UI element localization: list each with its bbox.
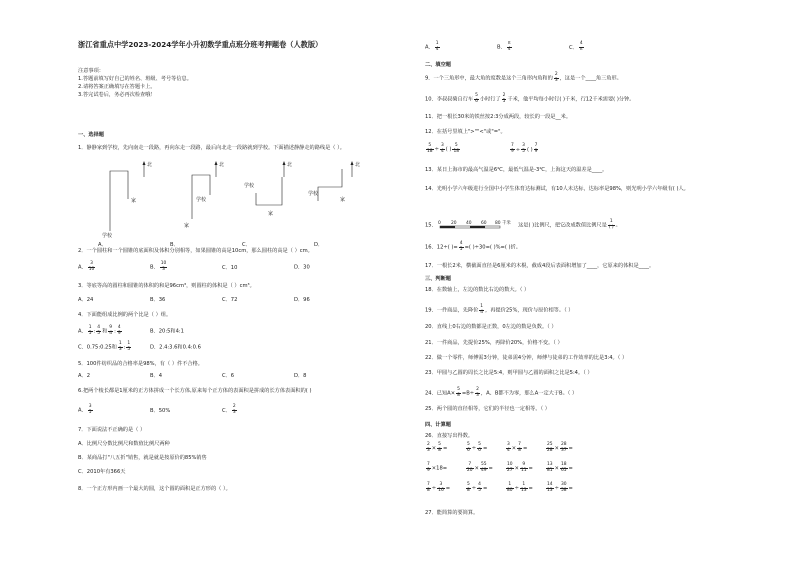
question-10: 10．李叔叔骑自行车 $\frac{5}{6}$ 小时行了 $\frac{2}{5}$ 千米，他平均每小时行( )千米，行12千米需要( )分钟。 [425, 93, 635, 104]
calc-operator: × [474, 465, 479, 472]
question-1: 1．静静家到学校，先向南走一段路，再向东走一段路，最后向北走一段路就到学校。下面描述静静走的路线是（ ）。 [78, 145, 345, 151]
question-6: 6.把两个棱长都是1厘米的正方体拼成一个长方体,原来每个正方体的表面积是拼成的长方体表面积的( ) [78, 388, 312, 394]
question-4: 4．下面能组成比例的两个比是（ ）组。 [78, 312, 172, 318]
calc-item: $\frac{7}{9}$ ×18= [427, 462, 448, 473]
q2-options: A． $\frac{3}{10}$ B． $\frac{10}{3}$ C．10 D．30 [78, 261, 310, 272]
question-16: 16．12÷( )= $\frac{4}{5}$ =( )÷30=( )%=( )折。 [425, 241, 521, 252]
notes-item: 1.答题前填写好自己的姓名、班级、考号等信息。 [78, 76, 192, 82]
q6-options: A． $\frac{3}{5}$ B．50% C． $\frac{2}{3}$ [78, 404, 236, 415]
calc-fraction: $\frac{4}{5}$ [478, 482, 481, 493]
calc-fraction: $\frac{55}{49}$ [480, 462, 487, 473]
q8-options: A． $\frac{1}{4}$ B． $\frac{\pi}{4}$ C． $\frac{4}{\pi}$ [425, 41, 583, 52]
question-17: 17．一根长2米，横截面直径是6厘米的木棍，截成4段后表面积增加了____，它原来的体积是____。 [425, 263, 655, 269]
section-heading: 一、选择题 [78, 132, 104, 138]
diagram-c [244, 161, 292, 217]
school-label: 学校 [196, 197, 207, 203]
section-heading: 二、填空题 [425, 62, 451, 68]
calc-fraction: $\frac{3}{16}$ [438, 482, 444, 493]
option-d: D． [314, 242, 324, 248]
q4-options-row1: A． $\frac{1}{5}$ : $\frac{4}{5}$ 和 $\frac{9}{4}$ : $\frac{4}{9}$ B．20:5和4:1 [78, 325, 184, 336]
question-8: 8．一个正方形内画一个最大的圆，这个圆的面积是正方形的（ ）。 [78, 486, 231, 492]
calc-item: $\frac{3}{4}$ × $\frac{7}{8}$ = [507, 442, 528, 453]
diagram-b [184, 161, 224, 229]
calc-fraction: $\frac{7}{20}$ [467, 462, 473, 473]
calc-operator: ÷ [514, 485, 519, 492]
diagram-d [308, 161, 360, 203]
calc-fraction: $\frac{5}{8}$ [467, 482, 470, 493]
calc-row [425, 443, 585, 453]
question-22: 22．做一个零件，师傅需3分钟，徒弟需4分钟，师傅与徒弟的工作效率的比是3:4。（ ） [425, 355, 628, 361]
calc-fraction: $\frac{13}{81}$ [547, 462, 553, 473]
calc-operator: ÷ [554, 485, 559, 492]
calc-number: 18 [436, 465, 443, 472]
calc-fraction: $\frac{5}{6}$ [478, 442, 481, 453]
scale-tick: 0 [438, 221, 442, 227]
question-11: 11．把一根长30米的铁丝按2:3分成两段，较长的一段是__米。 [425, 114, 572, 120]
calc-fraction: $\frac{7}{8}$ [518, 442, 521, 453]
calc-item: $\frac{5}{8}$ ÷ $\frac{4}{5}$ = [467, 482, 488, 493]
q12-items: $\frac{5}{18}$ ÷ $\frac{3}{4}$ ( ) $\frac{5}{18}$ $\frac{7}{9}$ ÷ $\frac{3}{5}$ ( ) $\frac{7}{9}$ [427, 143, 538, 154]
calc-fraction: $\frac{28}{37}$ [560, 442, 567, 453]
school-label: 学校 [102, 233, 113, 239]
option-b: B． [170, 242, 179, 248]
calc-row [425, 463, 585, 473]
north-label: 北 [147, 162, 153, 168]
calc-fraction: $\frac{14}{13}$ [547, 482, 553, 493]
calc-item: $\frac{7}{20}$ × $\frac{55}{49}$ = [467, 462, 493, 473]
notes-heading: 注意事项： [78, 68, 104, 74]
q7-option-a: A．比例尺分数比例尺和数值比例尺两种 [78, 441, 170, 447]
question-18: 18．在数轴上，左边的数比右边的数大。（ ） [425, 287, 530, 293]
calc-fraction: $\frac{2}{3}$ [427, 442, 430, 453]
calc-fraction: $\frac{5}{8}$ [438, 442, 441, 453]
calc-row [425, 483, 585, 493]
north-label: 北 [219, 162, 225, 168]
school-label: 学校 [308, 191, 319, 197]
notes-item: 2.请将答案正确填写在答题卡上。 [78, 84, 156, 90]
calc-item: $\frac{14}{13}$ ÷ $\frac{30}{58}$ = [547, 482, 573, 493]
home-label: 家 [184, 223, 190, 229]
calc-fraction: $\frac{1}{13}$ [520, 482, 527, 493]
north-label: 北 [287, 162, 293, 168]
line-scale [438, 220, 516, 230]
calc-fraction: $\frac{18}{65}$ [560, 462, 567, 473]
route-diagrams [96, 157, 366, 239]
question-24: 24．已知A× $\frac{5}{8}$ =B÷ $\frac{2}{3}$ ，A、B都不为零，那么A一定大于B。（ ） [425, 387, 578, 398]
question-7: 7．下面说法不正确的是（ ） [78, 427, 146, 433]
question-25: 25．两个圆的直径相等，它们的半径也一定相等。（ ） [425, 406, 550, 412]
question-3: 3．等底等高的圆柱和圆锥的体积的和是96cm³，则圆柱的体积是（ ）cm³。 [78, 283, 255, 289]
calc-item: $\frac{1}{80}$ ÷ $\frac{1}{13}$ = [507, 482, 533, 493]
calc-item: $\frac{13}{81}$ × $\frac{18}{65}$ = [547, 462, 573, 473]
scale-tick: 80 [495, 221, 502, 227]
q7-option-c: C．2010年有366天 [78, 469, 126, 475]
calc-fraction: $\frac{7}{9}$ [427, 462, 430, 473]
calc-operator: ÷ [431, 485, 437, 492]
calc-operator: × [511, 445, 517, 452]
calc-operator: × [514, 465, 519, 472]
calc-fraction: $\frac{7}{8}$ [427, 482, 430, 493]
q5-options: A．2 B．4 C．6 D．8 [78, 373, 307, 379]
section-heading: 三、判断题 [425, 276, 451, 282]
calc-fraction: $\frac{10}{27}$ [507, 462, 513, 473]
calc-fraction: $\frac{9}{11}$ [520, 462, 527, 473]
question-15: 15． 0 20 40 60 80 千米 这是( )比例尺，把它改成数值比例尺是 $\frac{1}{( )}$ 。 [425, 219, 621, 230]
question-13: 13．某日上海市的最高气温是6℃，最低气温是-3℃，上海这天的温差是____。 [425, 167, 608, 173]
option-c: C． [242, 242, 251, 248]
question-23: 23．甲圆与乙圆的周长之比是5:4，则甲圆与乙圆的面积之比是5:4。（ ） [425, 370, 593, 376]
left-column [78, 0, 410, 562]
calc-operator: × [554, 445, 559, 452]
calc-fraction: $\frac{5}{6}$ [467, 442, 470, 453]
scale-tick: 60 [481, 221, 488, 227]
calc-operator: × [554, 465, 559, 472]
calc-operator: ÷ [471, 445, 477, 452]
question-19: 19．一件商品，先降价 $\frac{1}{4}$ ，再提价25%，现价与原价相等。（ ） [425, 304, 574, 315]
calc-fraction: $\frac{25}{28}$ [547, 442, 553, 453]
school-label: 学校 [244, 183, 255, 189]
north-label: 北 [355, 162, 361, 168]
home-label: 家 [340, 197, 346, 203]
diagram-a [102, 161, 152, 239]
calc-item: $\frac{5}{6}$ ÷ $\frac{5}{6}$ = [467, 442, 488, 453]
question-9: 9．一个三角形中，最大角的度数是这个三角形内角和的 $\frac{2}{3}$ ，这是一个____角三角形。 [425, 72, 622, 83]
calc-item: $\frac{2}{3}$ × $\frac{5}{8}$ = [427, 442, 448, 453]
scale-unit: 千米 [502, 221, 512, 227]
question-12: 12．在括号里填上">""<"或"="。 [425, 129, 506, 135]
q3-options: A．24 B．36 C．72 D．96 [78, 297, 310, 303]
notes-item: 3.答完试卷后，务必再次检查哦！ [78, 92, 156, 98]
calc-operator: × [431, 445, 437, 452]
right-column [425, 0, 725, 562]
q7-option-b: B．某商品打"八五折"销售，就是就是按原价的85%销售 [78, 455, 207, 461]
question-14: 14．光明小学六年级进行全国中小学生体育达标测试，有10人未达标，达标率是98%，则光明小学六年级有( )人。 [425, 186, 689, 192]
calc-item: $\frac{10}{27}$ × $\frac{9}{11}$ = [507, 462, 533, 473]
calc-item: $\frac{7}{8}$ ÷ $\frac{3}{16}$ = [427, 482, 451, 493]
question-20: 20．直线上0右边的数都是正数，0左边的数是负数。（ ） [425, 324, 557, 330]
question-5: 5．100件纺织品的合格率是98%，有（ ）件不合格。 [78, 361, 203, 367]
calc-item: $\frac{25}{28}$ × $\frac{28}{37}$ = [547, 442, 573, 453]
scale-tick: 40 [466, 221, 473, 227]
question-21: 21．一件商品，先提价25%，再降价20%，价格不变。（ ） [425, 340, 563, 346]
question-2: 2．一个圆柱和一个圆锥的底面积及体积分别相等，如果圆锥的高是10cm，那么圆柱的高是（ ）cm。 [78, 248, 313, 254]
question-26: 26．直接写出得数。 [425, 433, 474, 439]
calc-operator: × [431, 465, 437, 472]
home-label: 家 [131, 198, 137, 204]
page-title: 浙江省重点中学2023-2024学年小升初数学重点班分班考押题卷（人教版） [78, 40, 323, 49]
calc-operator: ÷ [471, 485, 477, 492]
scale-tick: 20 [451, 221, 458, 227]
question-27: 27．能简算的要简算。 [425, 510, 479, 516]
q4-options-row2: C．0.75:0.25和 $\frac{1}{3}$ : $\frac{1}{5}$ D．2.4:3.6和0.4:0.6 [78, 341, 201, 352]
calc-fraction: $\frac{3}{4}$ [507, 442, 510, 453]
section-heading: 四、计算题 [425, 422, 451, 428]
calc-fraction: $\frac{1}{80}$ [507, 482, 513, 493]
calc-fraction: $\frac{30}{58}$ [560, 482, 567, 493]
home-label: 家 [268, 211, 274, 217]
option-a: A． [98, 242, 107, 248]
